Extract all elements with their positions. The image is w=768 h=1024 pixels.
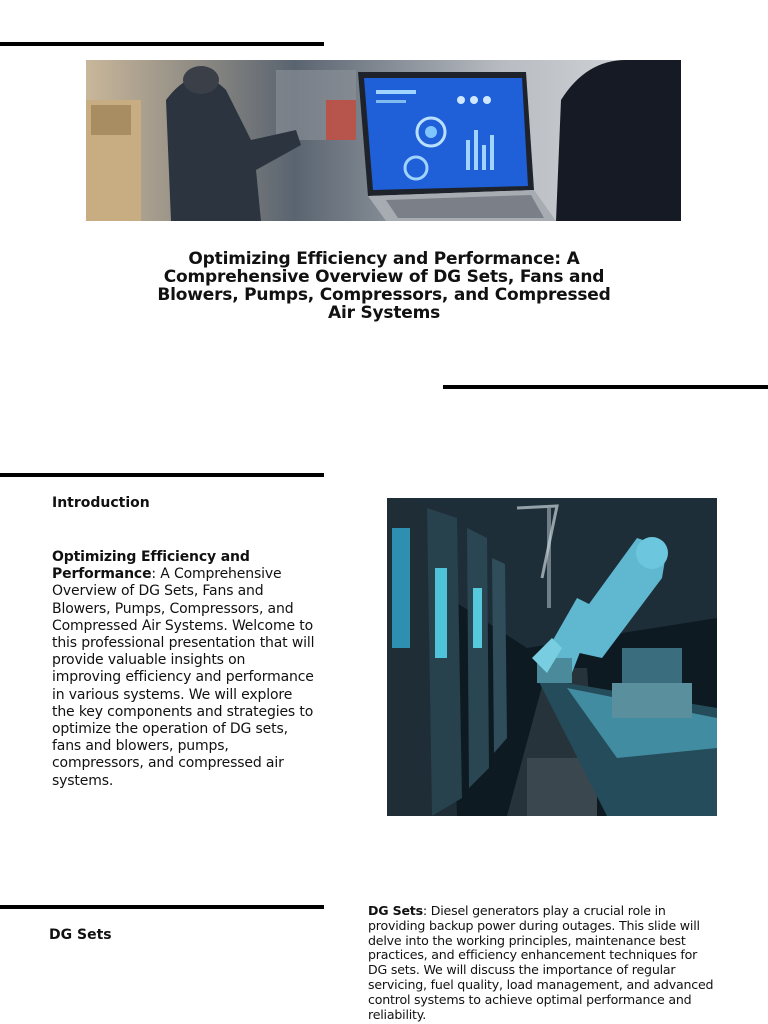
laptop-dashboard-illustration bbox=[86, 60, 681, 221]
intro-rule bbox=[0, 473, 324, 477]
factory-illustration bbox=[387, 498, 717, 816]
dg-sets-lead: DG Sets bbox=[368, 903, 423, 918]
introduction-lead: Optimizing Efficiency and Performance bbox=[52, 549, 250, 583]
page-title: Optimizing Efficiency and Performance: A Comprehensive Overview of DG Sets, Fans and Blowers, Pumps, Compressors, and Compressed Air Systems bbox=[157, 249, 611, 323]
robotic-factory-image bbox=[387, 498, 717, 816]
mid-right-rule bbox=[443, 385, 768, 389]
dg-sets-paragraph bbox=[368, 904, 718, 1022]
introduction-heading: Introduction bbox=[52, 495, 150, 511]
introduction-body: : A Comprehensive Overview of DG Sets, Fans and Blowers, Pumps, Compressors, and Compressed Air Systems. Welcome to this professional presentation that will provide valuable insights on improving efficiency and performance in various systems. We will explore the key components and strategies to optimize the operation of DG sets, fans and blowers, pumps, compressors, and compressed air systems. bbox=[52, 566, 315, 789]
hero-image bbox=[86, 60, 681, 221]
introduction-paragraph bbox=[52, 549, 317, 790]
dg-sets-heading: DG Sets bbox=[49, 927, 112, 943]
top-left-rule bbox=[0, 42, 324, 46]
dg-sets-rule bbox=[0, 905, 324, 909]
dg-sets-body: : Diesel generators play a crucial role in providing backup power during outages. This slide will delve into the working principles, maintenance best practices, and efficiency enhancement techniques for DG sets. We will discuss the importance of regular servicing, fuel quality, load management, and advanced control systems to achieve optimal performance and reliability. bbox=[368, 903, 714, 1022]
